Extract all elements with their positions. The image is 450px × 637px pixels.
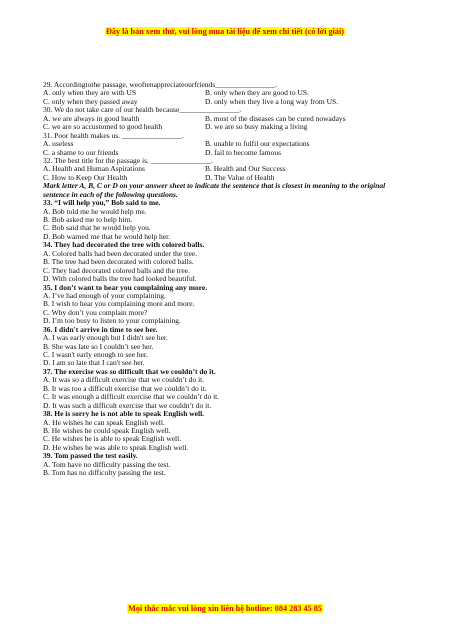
answer-option: A. I was early enough but I didn't see her. [43,333,168,343]
document-body [43,81,413,478]
option-c: C. How to Keep Our Health [43,172,128,182]
option-d: D. only when they live a long way from US. [205,96,339,106]
option-d: D. fail to become famous [205,147,282,157]
answer-option: B. The tree had been decorated with colored balls. [43,257,194,267]
option-b: B. most of the diseases can be cured nowadays [205,113,346,123]
answer-option: A. Tom have no difficulty passing the test. [43,459,171,469]
answer-option: B. He wishes he could speak English well. [43,425,171,435]
answer-option: A. He wishes he can speak English well. [43,417,165,427]
question-29-stem: 29. Accordingtothe passage, weoftenappreciateourfriends________________. [43,80,278,89]
question-stem: 34. They had decorated the tree with colored balls. [43,240,205,250]
answer-option: B. She was late so I couldn’t see her. [43,341,154,351]
option-b: B. only when they are good to US. [205,88,309,98]
answer-option: D. It was such a difficult exercise that we couldn’t do it. [43,400,212,410]
question-31-stem: 31. Poor health makes us. ________________. [43,130,184,140]
answer-option: B. Bob asked me to help him. [43,215,133,225]
answer-option: D. He wishes he was able to speak English well. [43,442,189,452]
rewrite-questions-list [43,199,413,477]
preview-notice-banner: Đây là bản xem thử, vui lòng mua tài liệu để xem chi tiết (có lời giải) [105,27,344,36]
question-stem: 36. I didn't arrive in time to see her. [43,324,158,334]
answer-option: D. I am so late that I can't see her. [43,358,145,368]
answer-option: A. Colored balls had been decorated under the tree. [43,248,198,258]
question-stem: 37. The exercise was so difficult that we couldn’t do it. [43,366,216,376]
hotline-contact-banner: Mọi thắc mắc vui lòng xin liên hệ hotline: 084 283 45 85 [128,604,322,613]
answer-option: C. I wasn't early enough to see her. [43,350,148,360]
question-32-stem: 32. The best title for the passage is. ________________. [43,155,213,165]
option-b: B. Health and Our Success [205,164,286,174]
option-d: D. The Value of Health [205,172,275,182]
option-c: C. only when they passed away [43,96,138,106]
answer-option: C. They had decorated colored balls and the tree. [43,265,190,275]
option-c: C. we are so accustomed to good health [43,122,163,132]
section-instruction: Mark letter A, B, C or D on your answer sheet to indicate the sentence that is closest in meaning to the original sentence in each of the following questions. [43,181,386,199]
question-stem: 33. “I will help you,” Bob said to me. [43,198,161,208]
option-a: A. Health and Human Aspirations [43,164,145,174]
answer-option: B. Tom has no difficulty passing the test. [43,468,166,478]
answer-option: C. Why don’t you complain more? [43,307,148,317]
answer-option: C. Bob said that he would help you. [43,223,151,233]
answer-option: B. It was too a difficult exercise that we couldn’t do it. [43,383,207,393]
option-a: A. only when they are with US [43,88,137,98]
answer-option: A. I’ve had enough of your complaining. [43,290,166,300]
option-a: A. useless [43,139,74,149]
answer-option: C. It was enough a difficult exercise that we couldn’t do it. [43,392,220,402]
question-stem: 35. I don’t want to hear you complaining any more. [43,282,208,292]
answer-option: D. Bob warned me that he would help her. [43,231,171,241]
option-a: A. we are always in good health [43,113,140,123]
answer-option: D. I’m too busy to listen to your complaining. [43,316,181,326]
answer-option: A. Bob told me he would help me. [43,206,147,216]
answer-option: B. I wish to hear you complaining more and more. [43,299,195,309]
option-d: D. we are so busy making a living [205,122,308,132]
option-c: C. a shame to our friends [43,147,119,157]
option-b: B. unable to fulfil our expectations [205,139,310,149]
question-stem: 39. Tom passed the test easily. [43,451,138,461]
answer-option: A. It was so a difficult exercise that we couldn’t do it. [43,375,205,385]
answer-option: D. With colored balls the tree had looked beautiful. [43,274,197,284]
answer-option: C. He wishes he is able to speak English well. [43,434,182,444]
question-30-stem: 30. We do not take care of our health because________________. [43,105,242,115]
question-stem: 38. He is sorry he is not able to speak English well. [43,409,205,419]
